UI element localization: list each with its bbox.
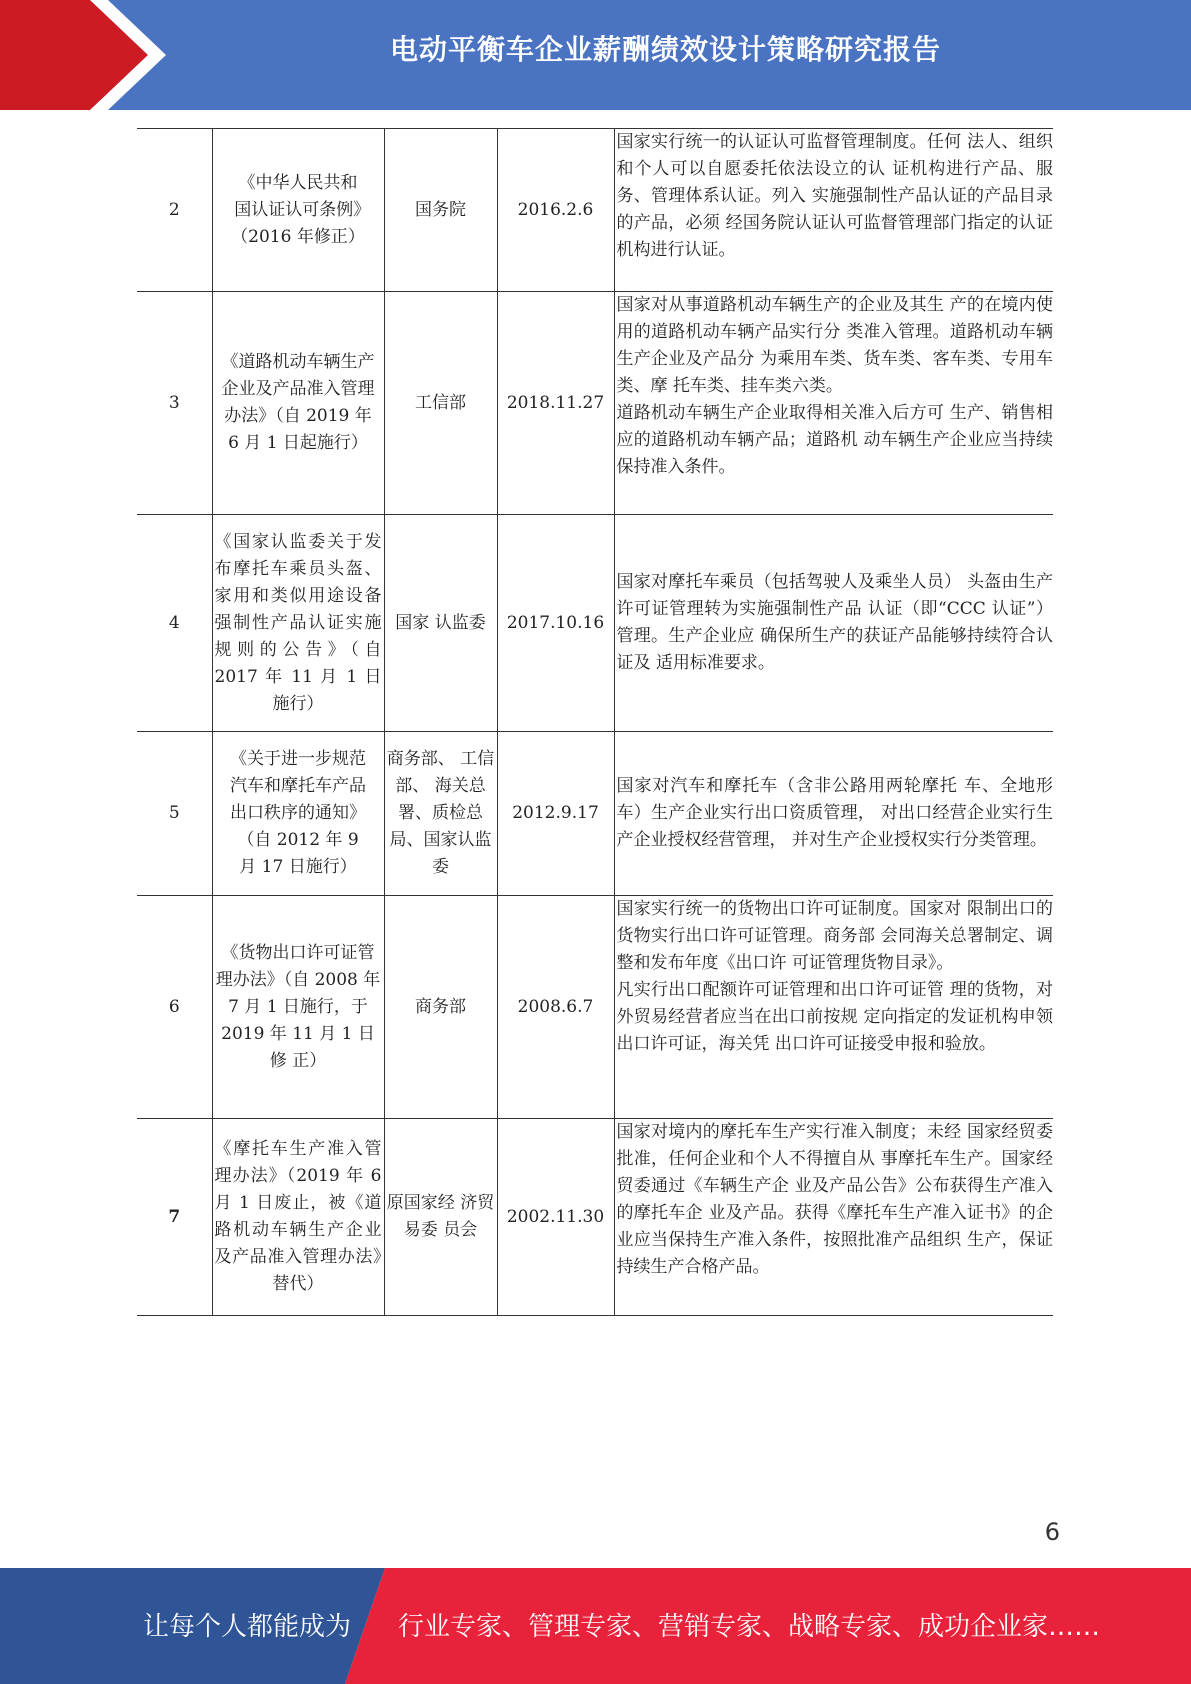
issuing-department: 商务部 xyxy=(384,896,497,1119)
regulation-content xyxy=(614,896,1053,1119)
regulation-name: 《中华人民共和国认证认可条例》（2016 年修正） xyxy=(212,129,384,292)
issuing-department: 国家 认监委 xyxy=(384,515,497,732)
issuing-department: 工信部 xyxy=(384,292,497,515)
footer-slogan-right: 行业专家、管理专家、营销专家、战略专家、成功企业家…… xyxy=(398,1612,1101,1642)
issue-date: 2018.11.27 xyxy=(497,292,614,515)
content-paragraph: 凡实行出口配额许可证管理和出口许可证管 理的货物，对外贸易经营者应当在出口前按规 定向指定的发证机构申领出口许可证，海关凭 出口许可证接受申报和验放。 xyxy=(616,980,1053,1054)
row-number: 2 xyxy=(137,129,212,292)
regulation-name: 《道路机动车辆生产企业及产品准入管理办法》（自 2019 年 6 月 1 日起施行） xyxy=(212,292,384,515)
row-number: 5 xyxy=(137,732,212,896)
table-row xyxy=(137,129,1053,292)
issue-date: 2016.2.6 xyxy=(497,129,614,292)
regulation-content xyxy=(614,732,1053,896)
regulations-table-container xyxy=(137,128,1053,1316)
content-paragraph: 国家对汽车和摩托车（含非公路用两轮摩托 车、全地形车）生产企业实行出口资质管理， 对出口经营企业实行生产企业授权经营管理， 并对生产企业授权实行分类管理。 xyxy=(616,776,1053,850)
footer-slogan-left: 让每个人都能成为 xyxy=(143,1612,352,1642)
content-paragraph: 国家对境内的摩托车生产实行准入制度；未经 国家经贸委批准，任何企业和个人不得擅自从 事摩托车生产。国家经贸委通过《车辆生产企 业及产品公告》公布获得生产准入的摩托车企 业及产品。获得《摩托车生产准入证书》的企 业应当保持生产准入条件，按照批准产品组织 生产，保证持续生产合格产品。 xyxy=(616,1122,1053,1277)
content-paragraph: 道路机动车辆生产企业取得相关准入后方可 生产、销售相应的道路机动车辆产品；道路机 动车辆生产企业应当持续保持准入条件。 xyxy=(616,403,1053,477)
content-paragraph: 国家实行统一的货物出口许可证制度。国家对 限制出口的货物实行出口许可证管理。商务部 会同海关总署制定、调整和发布年度《出口许 可证管理货物目录》。 xyxy=(616,899,1053,973)
page-footer xyxy=(0,1568,1191,1684)
row-number: 3 xyxy=(137,292,212,515)
row-number: 6 xyxy=(137,896,212,1119)
regulation-name: 《国家认监委关于发布摩托车乘员头盔、家用和类似用途设备强制性产品认证实施规则的公告》（自 2017 年 11 月 1 日施行） xyxy=(212,515,384,732)
table-row xyxy=(137,1119,1053,1316)
issue-date: 2002.11.30 xyxy=(497,1119,614,1316)
issue-date: 2017.10.16 xyxy=(497,515,614,732)
row-number: 7 xyxy=(137,1119,212,1316)
regulation-name: 《摩托车生产准入管理办法》（2019 年 6 月 1 日废止，被《道路机动车辆生产企业及产品准入管理办法》替代） xyxy=(212,1119,384,1316)
table-row xyxy=(137,896,1053,1119)
content-paragraph: 国家对从事道路机动车辆生产的企业及其生 产的在境内使用的道路机动车辆产品实行分 类准入管理。道路机动车辆生产企业及产品分 为乘用车类、货车类、客车类、专用车类、摩 托车类、挂车类六类。 xyxy=(616,295,1053,396)
table-row xyxy=(137,292,1053,515)
issuing-department: 原国家经 济贸易委 员会 xyxy=(384,1119,497,1316)
regulation-name: 《关于进一步规范汽车和摩托车产品出口秩序的通知》（自 2012 年 9 月 17 日施行） xyxy=(212,732,384,896)
page-header xyxy=(0,0,1191,110)
table-row xyxy=(137,515,1053,732)
regulation-content xyxy=(614,129,1053,292)
table-row xyxy=(137,732,1053,896)
regulation-content xyxy=(614,515,1053,732)
report-title: 电动平衡车企业薪酬绩效设计策略研究报告 xyxy=(389,33,941,66)
row-number: 4 xyxy=(137,515,212,732)
issuing-department: 国务院 xyxy=(384,129,497,292)
issue-date: 2012.9.17 xyxy=(497,732,614,896)
content-paragraph: 国家实行统一的认证认可监督管理制度。任何 法人、组织和个人可以自愿委托依法设立的认 证机构进行产品、服务、管理体系认证。列入 实施强制性产品认证的产品目录的产品，必须 经国务院认证认可监督管理部门指定的认证 机构进行认证。 xyxy=(616,132,1053,260)
issue-date: 2008.6.7 xyxy=(497,896,614,1119)
regulation-content xyxy=(614,1119,1053,1316)
regulation-content xyxy=(614,292,1053,515)
page-number: 6 xyxy=(1044,1518,1060,1546)
issuing-department: 商务部、 工信部、 海关总 署、质检总局、国家认监委 xyxy=(384,732,497,896)
content-paragraph: 国家对摩托车乘员（包括驾驶人及乘坐人员） 头盔由生产许可证管理转为实施强制性产品 认证（即“CCC 认证”）管理。生产企业应 确保所生产的获证产品能够持续符合认证及 适用标准要求。 xyxy=(616,572,1053,673)
regulations-table xyxy=(137,128,1053,1316)
regulation-name: 《货物出口许可证管理办法》（自 2008 年 7 月 1 日施行，于 2019 年 11 月 1 日修 正） xyxy=(212,896,384,1119)
